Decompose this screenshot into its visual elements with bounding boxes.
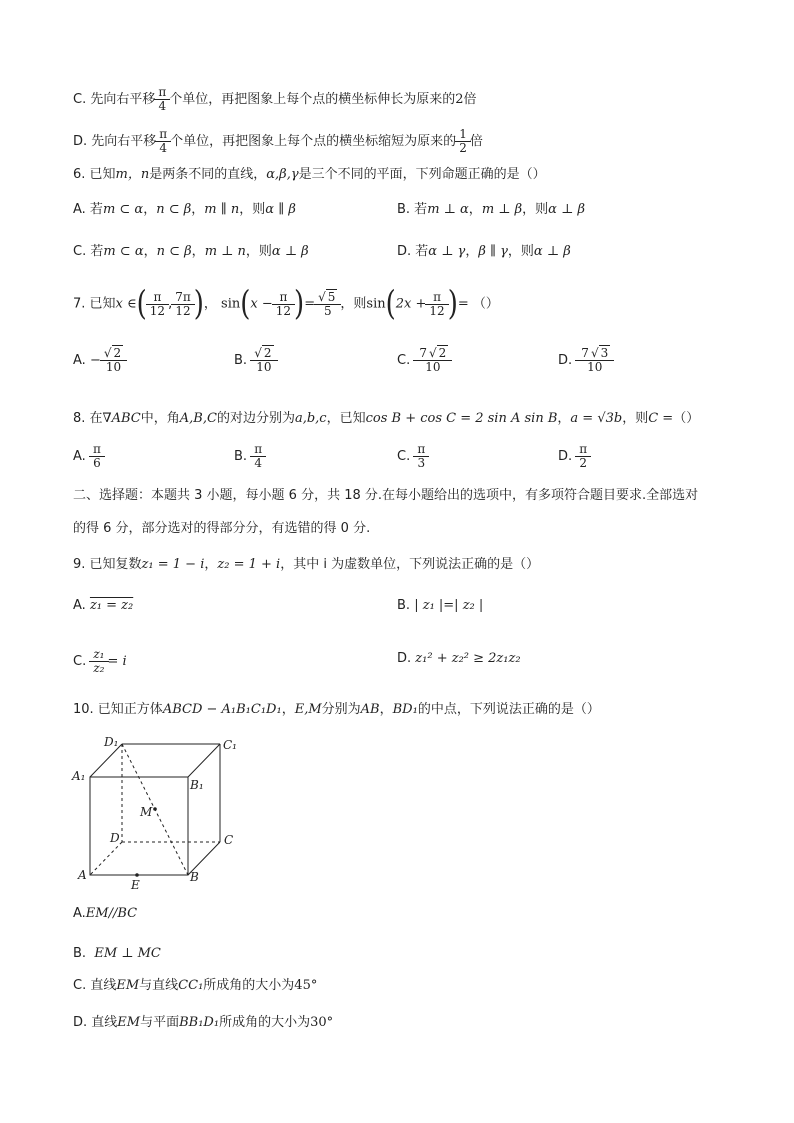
- q7-stem: 7. 已知x ∈( $\frac{\pi}{12}$ , $\frac{7\pi}{12}$ )， sin(x − $\frac{\pi}{12}$ )= $\frac{√ 5}{5}$ ，则sin(2x + $\frac{\pi}{12}$ )= （）: [73, 284, 499, 324]
- q7-option-c[interactable]: C. $\frac{7 √ 2}{10}$: [397, 347, 451, 374]
- number: 2: [455, 92, 464, 107]
- option-text: 个单位，再把图象上每个点的横坐标缩短为原来的: [170, 134, 457, 149]
- q6-option-c[interactable]: C. 若m ⊂ α，n ⊂ β，m ⊥ n，则α ⊥ β: [73, 244, 309, 259]
- label-b: B: [190, 870, 199, 884]
- option-text: D. 先向右平移: [73, 134, 157, 149]
- label-e: E: [131, 878, 140, 892]
- label-a: A: [78, 868, 87, 882]
- q6-option-a[interactable]: A. 若m ⊂ α，n ⊂ β，m ∥ n，则α ∥ β: [73, 202, 296, 217]
- q8-option-b[interactable]: B. $\frac{\pi}{4}$: [234, 443, 265, 470]
- section-2-instructions: 的得 6 分，部分选对的得部分分，有选错的得 0 分.: [73, 521, 371, 536]
- point-m: [153, 807, 157, 811]
- q7-option-d[interactable]: D. $\frac{7 √ 3}{10}$: [558, 347, 613, 374]
- q10-option-a[interactable]: A.EM//BC: [73, 906, 138, 921]
- fraction: $\frac{\pi}{4}$: [157, 128, 169, 155]
- label-c1: C₁: [223, 738, 237, 752]
- q10-option-c[interactable]: C. 直线EM与直线CC₁所成角的大小为45°: [73, 978, 318, 993]
- q10-option-d[interactable]: D. 直线EM与平面BB₁D₁所成角的大小为30°: [73, 1015, 334, 1030]
- label-m: M: [140, 805, 153, 819]
- q9-option-a[interactable]: A. z₁ = z₂: [73, 598, 134, 613]
- q5-option-d[interactable]: [73, 128, 483, 155]
- label-b1: B₁: [190, 778, 204, 792]
- option-text: 倍: [463, 92, 477, 107]
- q8-option-a[interactable]: A. $\frac{\pi}{6}$: [73, 443, 104, 470]
- fraction: $\frac{\pi}{4}$: [156, 86, 168, 113]
- q8-option-c[interactable]: C. $\frac{\pi}{3}$: [397, 443, 428, 470]
- fraction: $\frac{1}{2}$: [457, 128, 469, 155]
- q9-option-b[interactable]: B. | z₁ |=| z₂ |: [397, 598, 484, 613]
- label-d: D: [110, 831, 120, 845]
- q6-option-d[interactable]: D. 若α ⊥ γ，β ∥ γ，则α ⊥ β: [397, 244, 571, 259]
- q8-option-d[interactable]: D. $\frac{\pi}{2}$: [558, 443, 590, 470]
- option-text: 倍: [469, 134, 483, 149]
- q7-option-a[interactable]: A. − $\frac{√ 2}{10}$: [73, 347, 126, 374]
- q9-option-d[interactable]: D. z₁² + z₂² ≥ 2z₁z₂: [397, 651, 521, 666]
- cube-figure: [70, 732, 250, 892]
- q9-stem: 9. 已知复数z₁ = 1 − i，z₂ = 1 + i，其中 i 为虚数单位，下列说法正确的是（）: [73, 557, 540, 572]
- q9-option-c[interactable]: C. $\frac{\text{z₁}}{\text{z₂}}$ = i: [73, 647, 127, 675]
- point-e: [135, 873, 139, 877]
- q10-stem: 10. 已知正方体ABCD − A₁B₁C₁D₁，E,M分别为AB，BD₁的中点，下列说法正确的是（）: [73, 702, 600, 717]
- label-d1: D₁: [104, 735, 119, 749]
- label-a1: A₁: [72, 769, 86, 783]
- q5-option-c[interactable]: [73, 86, 477, 113]
- section-2-heading: 二、选择题：本题共 3 小题，每小题 6 分，共 18 分.在每小题给出的选项中，有多项符合题目要求.全部选对: [73, 488, 699, 503]
- label-c: C: [224, 833, 234, 847]
- q6-stem: 6. 已知m，n是两条不同的直线，α,β,γ是三个不同的平面，下列命题正确的是（）: [73, 167, 546, 182]
- q7-option-b[interactable]: B. $\frac{√ 2}{10}$: [234, 347, 277, 374]
- q8-stem: 8. 在∇ABC中，角A,B,C的对边分别为a,b,c，已知cos B + cos C = 2 sin A sin B，a = √3b，则C =（）: [73, 411, 700, 426]
- option-text: 个单位，再把图象上每个点的横坐标伸长为原来的: [169, 92, 456, 107]
- q10-option-b[interactable]: B. EM ⊥ MC: [73, 946, 161, 961]
- option-text: C. 先向右平移: [73, 92, 156, 107]
- q6-option-b[interactable]: B. 若m ⊥ α，m ⊥ β，则α ⊥ β: [397, 202, 585, 217]
